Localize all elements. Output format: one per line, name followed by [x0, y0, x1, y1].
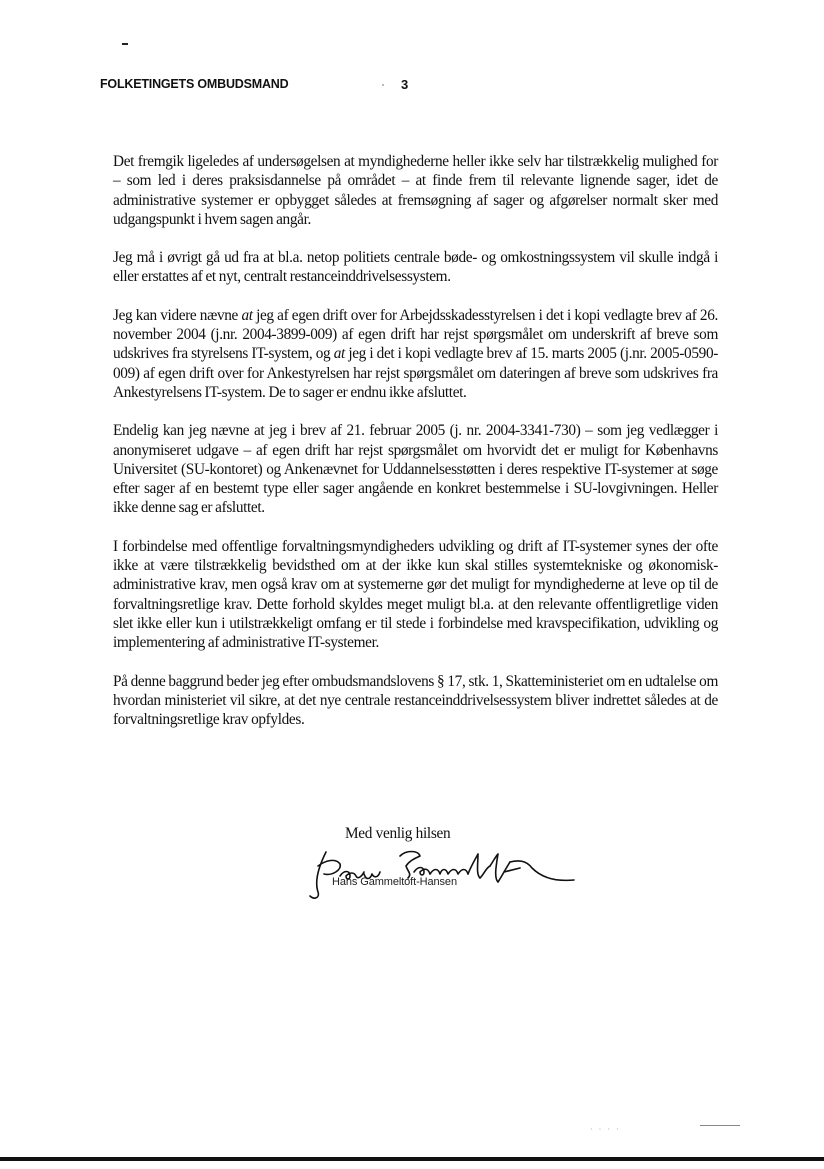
scan-mark	[122, 43, 128, 45]
letter-body	[113, 152, 718, 748]
organization-name: FOLKETINGETS OMBUDSMAND	[100, 77, 289, 91]
paragraph: Det fremgik ligeledes af undersøgelsen at myndighederne heller ikke selv har tilstrækkelig mulighed for – som led i deres praksisdannelse på området – at finde frem til relevante lignende sager, idet de administrative systemer er opbygget således at fremsøgning af sager og afgørelser normalt sker med udgangspunkt i hvem sagen angår.	[113, 153, 718, 228]
closing-greeting: Med venlig hilsen	[345, 825, 451, 842]
page-header	[100, 75, 824, 95]
paragraph-text: Jeg kan videre nævne	[113, 306, 242, 324]
emphasis: at	[333, 345, 345, 363]
paragraph: I forbindelse med offentlige forvaltningsmyndigheders udvikling og drift af IT-systemer synes der ofte ikke at være tilstrækkelig bevidsthed om at der ikke kun skal stilles systemtekniske og økonomisk-administrative krav, men også krav om at systemerne gør det muligt for myndighederne at leve op til de forvaltningsretlige krav. Dette forhold skyldes meget muligt bl.a. at den relevante offentligretlige viden slet ikke eller kun i utilstrækkeligt omfang er til stede i forbindelse med kravspecifikation, udvikling og implementering af administrative IT-systemer.	[113, 537, 718, 652]
scan-speck: · · · ·	[590, 1125, 621, 1134]
scan-speck	[382, 84, 384, 86]
paragraph-text: jeg i det i kopi vedlagte brev af 15. marts 2005 (j.nr. 2005-0590-009) af egen drift over for Ankestyrelsen har rejst spørgsmålet om dateringen af breve som udskrives fra Ankestyrelsens IT-system. De to sager er endnu ikke afsluttet.	[113, 345, 718, 401]
signatory-name: Hans Gammeltoft-Hansen	[332, 876, 457, 888]
page-number: 3	[401, 77, 409, 92]
paragraph: På denne baggrund beder jeg efter ombudsmandslovens § 17, stk. 1, Skatteministeriet om en udtalelse om hvordan ministeriet vil sikre, at det nye centrale restanceinddrivelsessystem bliver indrettet således at de forvaltningsretlige krav opfyldes.	[113, 672, 718, 729]
emphasis: at	[241, 306, 253, 324]
scan-edge	[0, 1157, 824, 1161]
paragraph	[113, 306, 718, 402]
paragraph: Endelig kan jeg nævne at jeg i brev af 21. februar 2005 (j. nr. 2004-3341-730) – som jeg vedlægger i anonymiseret udgave – af egen drift har rejst spørgsmålet om hvorvidt det er muligt for Københavns Universitet (SU-kontoret) og Ankenævnet for Uddannelsesstøtten i deres respektive IT-systemer at søge efter sager af en bestemt type eller sager angående en konkret bestemmelse i SU-lovgivningen. Heller ikke denne sag er afsluttet.	[113, 422, 718, 517]
paragraph: Jeg må i øvrigt gå ud fra at bl.a. netop politiets centrale bøde- og omkostningssystem vil skulle indgå i eller erstattes af et nyt, centralt restanceinddrivelsessystem.	[113, 249, 718, 286]
paragraph-text: jeg af egen drift over for Arbejdsskadesstyrelsen i det i kopi vedlagte brev af 26. november 2004 (j.nr. 2004-3899-009) af egen drift har rejst spørgsmålet om underskrift af breve som udskrives fra styrelsens IT-system, og	[113, 306, 718, 363]
scan-speck	[700, 1125, 740, 1126]
